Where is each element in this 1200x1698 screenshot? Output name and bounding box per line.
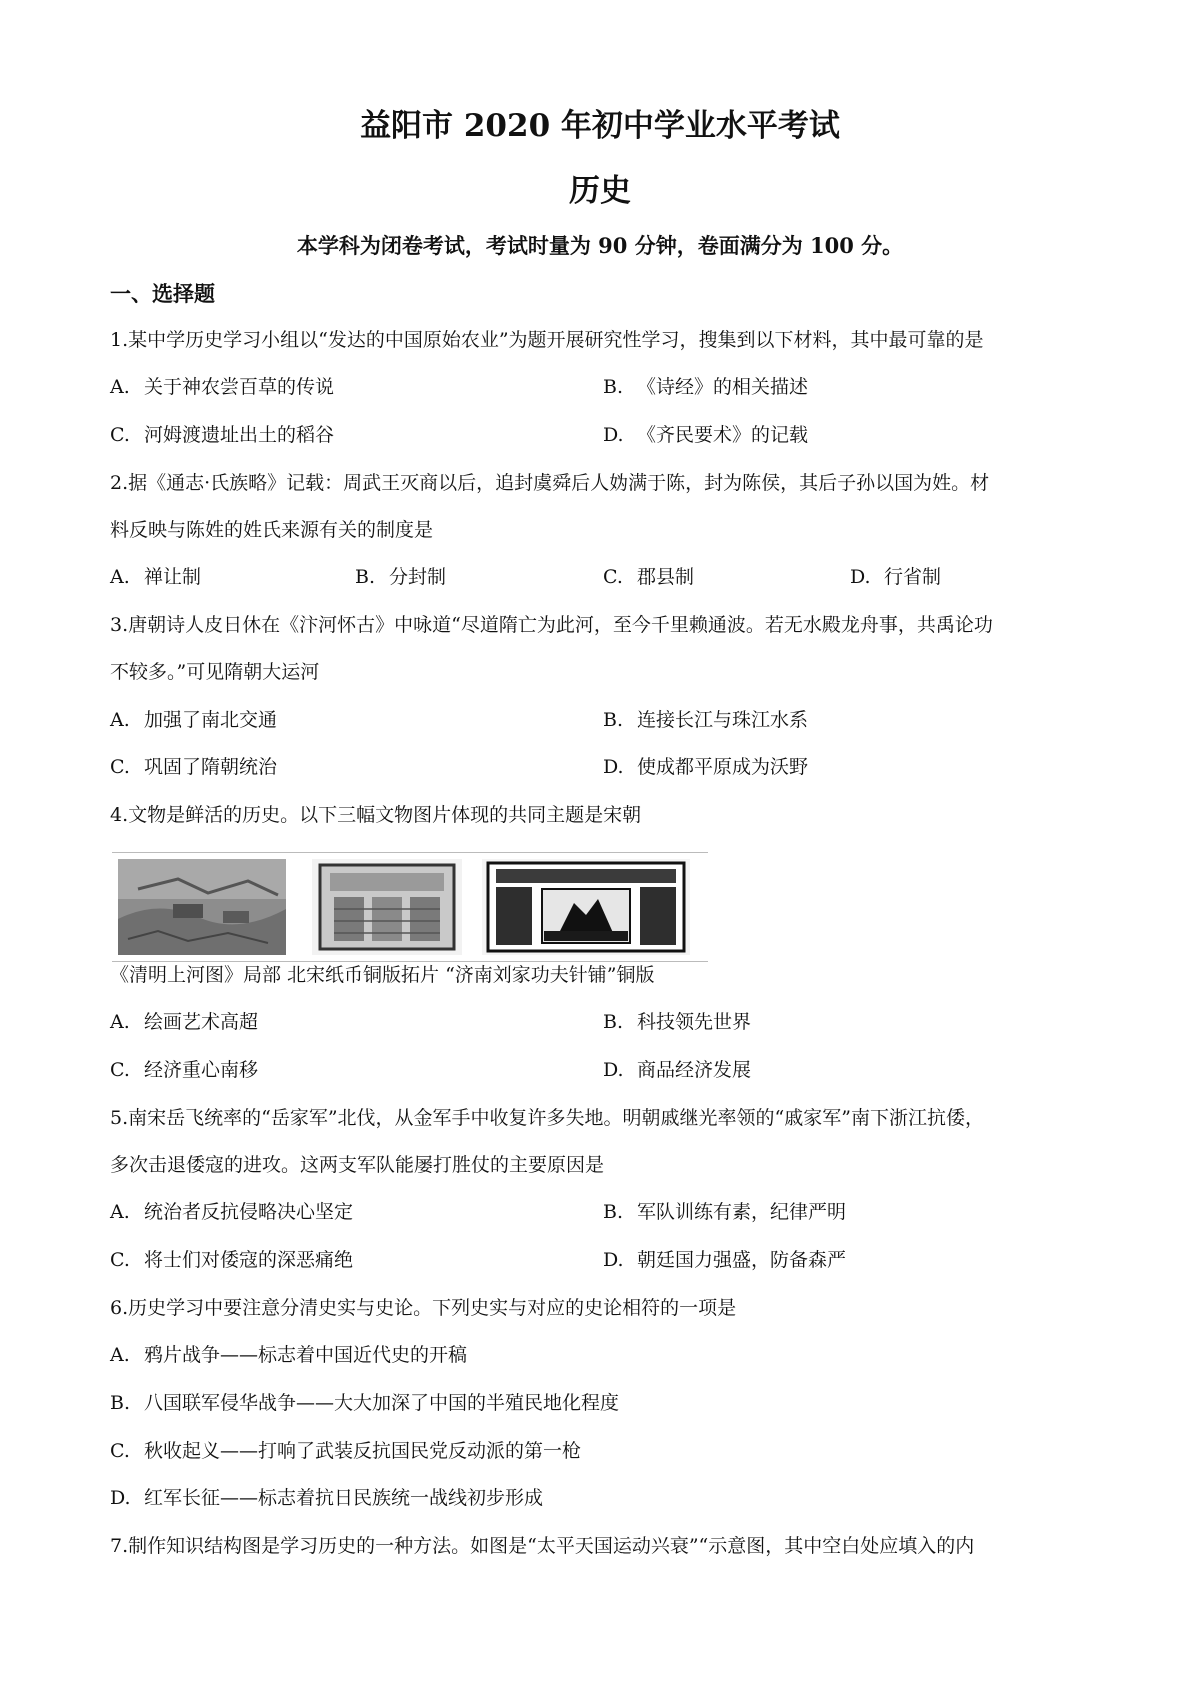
jinan-liu-needle-shop-plate-image xyxy=(482,859,690,955)
figure-caption: 《清明上河图》局部 北宋纸币铜版拓片 “济南刘家功夫针铺”铜版 xyxy=(110,964,655,986)
song-paper-money-rubbing-image xyxy=(312,859,462,955)
question-2-option-c: C. 郡县制 xyxy=(603,566,695,588)
artifact-figures xyxy=(112,852,708,962)
question-5-stem-line2: 多次击退倭寇的进攻。这两支军队能屡打胜仗的主要原因是 xyxy=(110,1154,605,1176)
question-4-stem: 4.文物是鲜活的历史。以下三幅文物图片体现的共同主题是宋朝 xyxy=(110,804,642,826)
question-1-option-d: D. 《齐民要术》的记载 xyxy=(603,424,809,446)
subject-title: 历史 xyxy=(569,173,631,209)
question-5-option-c: C. 将士们对倭寇的深恶痛绝 xyxy=(110,1249,354,1271)
question-2-stem-line1: 2.据《通志·氏族略》记载：周武王灭商以后，追封虞舜后人妫满于陈，封为陈侯，其后子孙以国为姓。材 xyxy=(110,472,990,494)
question-6-option-c: C. 秋收起义——打响了武装反抗国民党反动派的第一枪 xyxy=(110,1440,582,1462)
qingming-painting-image xyxy=(118,859,286,955)
question-1-stem: 1.某中学历史学习小组以“发达的中国原始农业”为题开展研究性学习，搜集到以下材料，其中最可靠的是 xyxy=(110,329,984,351)
question-2-option-a: A. 禅让制 xyxy=(110,566,202,588)
exam-instructions: 本学科为闭卷考试，考试时量为 90 分钟，卷面满分为 100 分。 xyxy=(296,233,904,258)
question-5-stem-line1: 5.南宋岳飞统率的“岳家军”北伐，从金军手中收复许多失地。明朝戚继光率领的“戚家军”南下浙江抗倭， xyxy=(110,1107,984,1129)
question-6-option-a: A. 鸦片战争——标志着中国近代史的开稿 xyxy=(110,1344,468,1366)
question-3-option-c: C. 巩固了隋朝统治 xyxy=(110,756,278,778)
question-4-option-c: C. 经济重心南移 xyxy=(110,1059,259,1081)
question-1-option-b: B. 《诗经》的相关描述 xyxy=(603,376,809,398)
question-3-stem-line1: 3.唐朝诗人皮日休在《汴河怀古》中咏道“尽道隋亡为此河，至今千里赖通波。若无水殿龙舟事，共禹论功 xyxy=(110,614,993,636)
question-3-option-a: A. 加强了南北交通 xyxy=(110,709,278,731)
question-6-stem: 6.历史学习中要注意分清史实与史论。下列史实与对应的史论相符的一项是 xyxy=(110,1297,737,1319)
question-4-option-d: D. 商品经济发展 xyxy=(603,1059,752,1081)
question-5-option-a: A. 统治者反抗侵略决心坚定 xyxy=(110,1201,354,1223)
question-1-option-c: C. 河姆渡遗址出土的稻谷 xyxy=(110,424,335,446)
question-2-stem-line2: 料反映与陈姓的姓氏来源有关的制度是 xyxy=(110,519,434,541)
question-5-option-d: D. 朝廷国力强盛，防备森严 xyxy=(603,1249,847,1271)
question-7-stem: 7.制作知识结构图是学习历史的一种方法。如图是“太平天国运动兴衰”“示意图，其中空白处应填入的内 xyxy=(110,1535,975,1557)
question-5-option-b: B. 军队训练有素，纪律严明 xyxy=(603,1201,847,1223)
exam-title: 益阳市 2020 年初中学业水平考试 xyxy=(360,108,840,144)
question-2-option-d: D. 行省制 xyxy=(850,566,942,588)
question-4-option-b: B. 科技领先世界 xyxy=(603,1011,752,1033)
question-2-option-b: B. 分封制 xyxy=(355,566,447,588)
section-title: 一、选择题 xyxy=(110,281,215,306)
question-3-stem-line2: 不较多。”可见隋朝大运河 xyxy=(110,661,320,683)
question-6-option-b: B. 八国联军侵华战争——大大加深了中国的半殖民地化程度 xyxy=(110,1392,620,1414)
question-6-option-d: D. 红军长征——标志着抗日民族统一战线初步形成 xyxy=(110,1487,544,1509)
question-3-option-b: B. 连接长江与珠江水系 xyxy=(603,709,809,731)
question-4-option-a: A. 绘画艺术高超 xyxy=(110,1011,259,1033)
question-1-option-a: A. 关于神农尝百草的传说 xyxy=(110,376,335,398)
question-3-option-d: D. 使成都平原成为沃野 xyxy=(603,756,809,778)
